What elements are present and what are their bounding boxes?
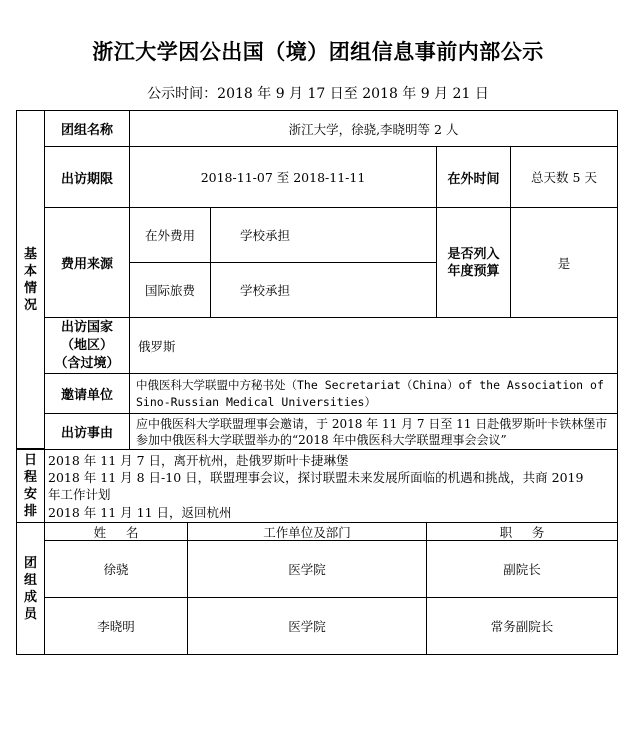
time-abroad-label: 在外时间 xyxy=(436,146,511,208)
members-header-title: 职 务 xyxy=(426,522,618,541)
member-title: 常务副院长 xyxy=(426,597,618,655)
country-label-text: 出访国家（地区）（含过境） xyxy=(54,319,120,371)
abroad-cost-value: 学校承担 xyxy=(210,207,437,263)
funding-label: 费用来源 xyxy=(44,207,130,318)
schedule-line: 2018 年 11 月 11 日，返回杭州 xyxy=(48,505,232,520)
member-dept: 医学院 xyxy=(187,540,427,598)
reason-label: 出访事由 xyxy=(44,413,130,450)
country-value: 俄罗斯 xyxy=(129,317,618,374)
group-name-value: 浙江大学，徐骁,李晓明等 2 人 xyxy=(129,110,618,147)
budget-label-text: 是否列入年度预算 xyxy=(447,246,500,279)
page-title: 浙江大学因公出国（境）团组信息事前内部公示 xyxy=(92,40,544,64)
member-name: 徐骁 xyxy=(44,540,188,598)
country-label xyxy=(44,317,130,374)
members-section-label: 团组成员 xyxy=(16,522,45,655)
schedule-line: 年工作计划 xyxy=(48,487,111,502)
period-label: 出访期限 xyxy=(44,146,130,208)
members-header-name: 姓 名 xyxy=(44,522,188,541)
travel-cost-value: 学校承担 xyxy=(210,262,437,318)
inviter-label: 邀请单位 xyxy=(44,373,130,414)
members-header-dept: 工作单位及部门 xyxy=(187,522,427,541)
abroad-cost-label: 在外费用 xyxy=(129,207,211,263)
period-value: 2018-11-07 至 2018-11-11 xyxy=(129,146,437,208)
reason-value: 应中俄医科大学联盟理事会邀请，于 2018 年 11 月 7 日至 11 日赴俄罗斯叶卡铁林堡市参加中俄医科大学联盟举办的“2018 年中俄医科大学联盟理事会会议” xyxy=(129,413,618,450)
member-dept: 医学院 xyxy=(187,597,427,655)
schedule-line: 2018 年 11 月 8 日-10 日，联盟理事会议，探讨联盟未来发展所面临的机遇和挑战，共商 2019 xyxy=(48,470,584,485)
inviter-value: 中俄医科大学联盟中方秘书处（The Secretariat（China）of the Association of Sino-Russian Medical Universities） xyxy=(129,373,618,414)
schedule-section-label: 日程安排 xyxy=(16,449,45,523)
publish-time: 公示时间：2018 年 9 月 17 日至 2018 年 9 月 21 日 xyxy=(147,86,489,102)
budget-value: 是 xyxy=(510,207,618,318)
group-name-label: 团组名称 xyxy=(44,110,130,147)
travel-cost-label: 国际旅费 xyxy=(129,262,211,318)
schedule-line: 2018 年 11 月 7 日，离开杭州，赴俄罗斯叶卡捷琳堡 xyxy=(48,453,349,468)
basic-section-label: 基本情况 xyxy=(16,110,45,449)
member-title: 副院长 xyxy=(426,540,618,598)
time-abroad-value: 总天数 5 天 xyxy=(510,146,618,208)
budget-label xyxy=(436,207,511,318)
member-name: 李晓明 xyxy=(44,597,188,655)
